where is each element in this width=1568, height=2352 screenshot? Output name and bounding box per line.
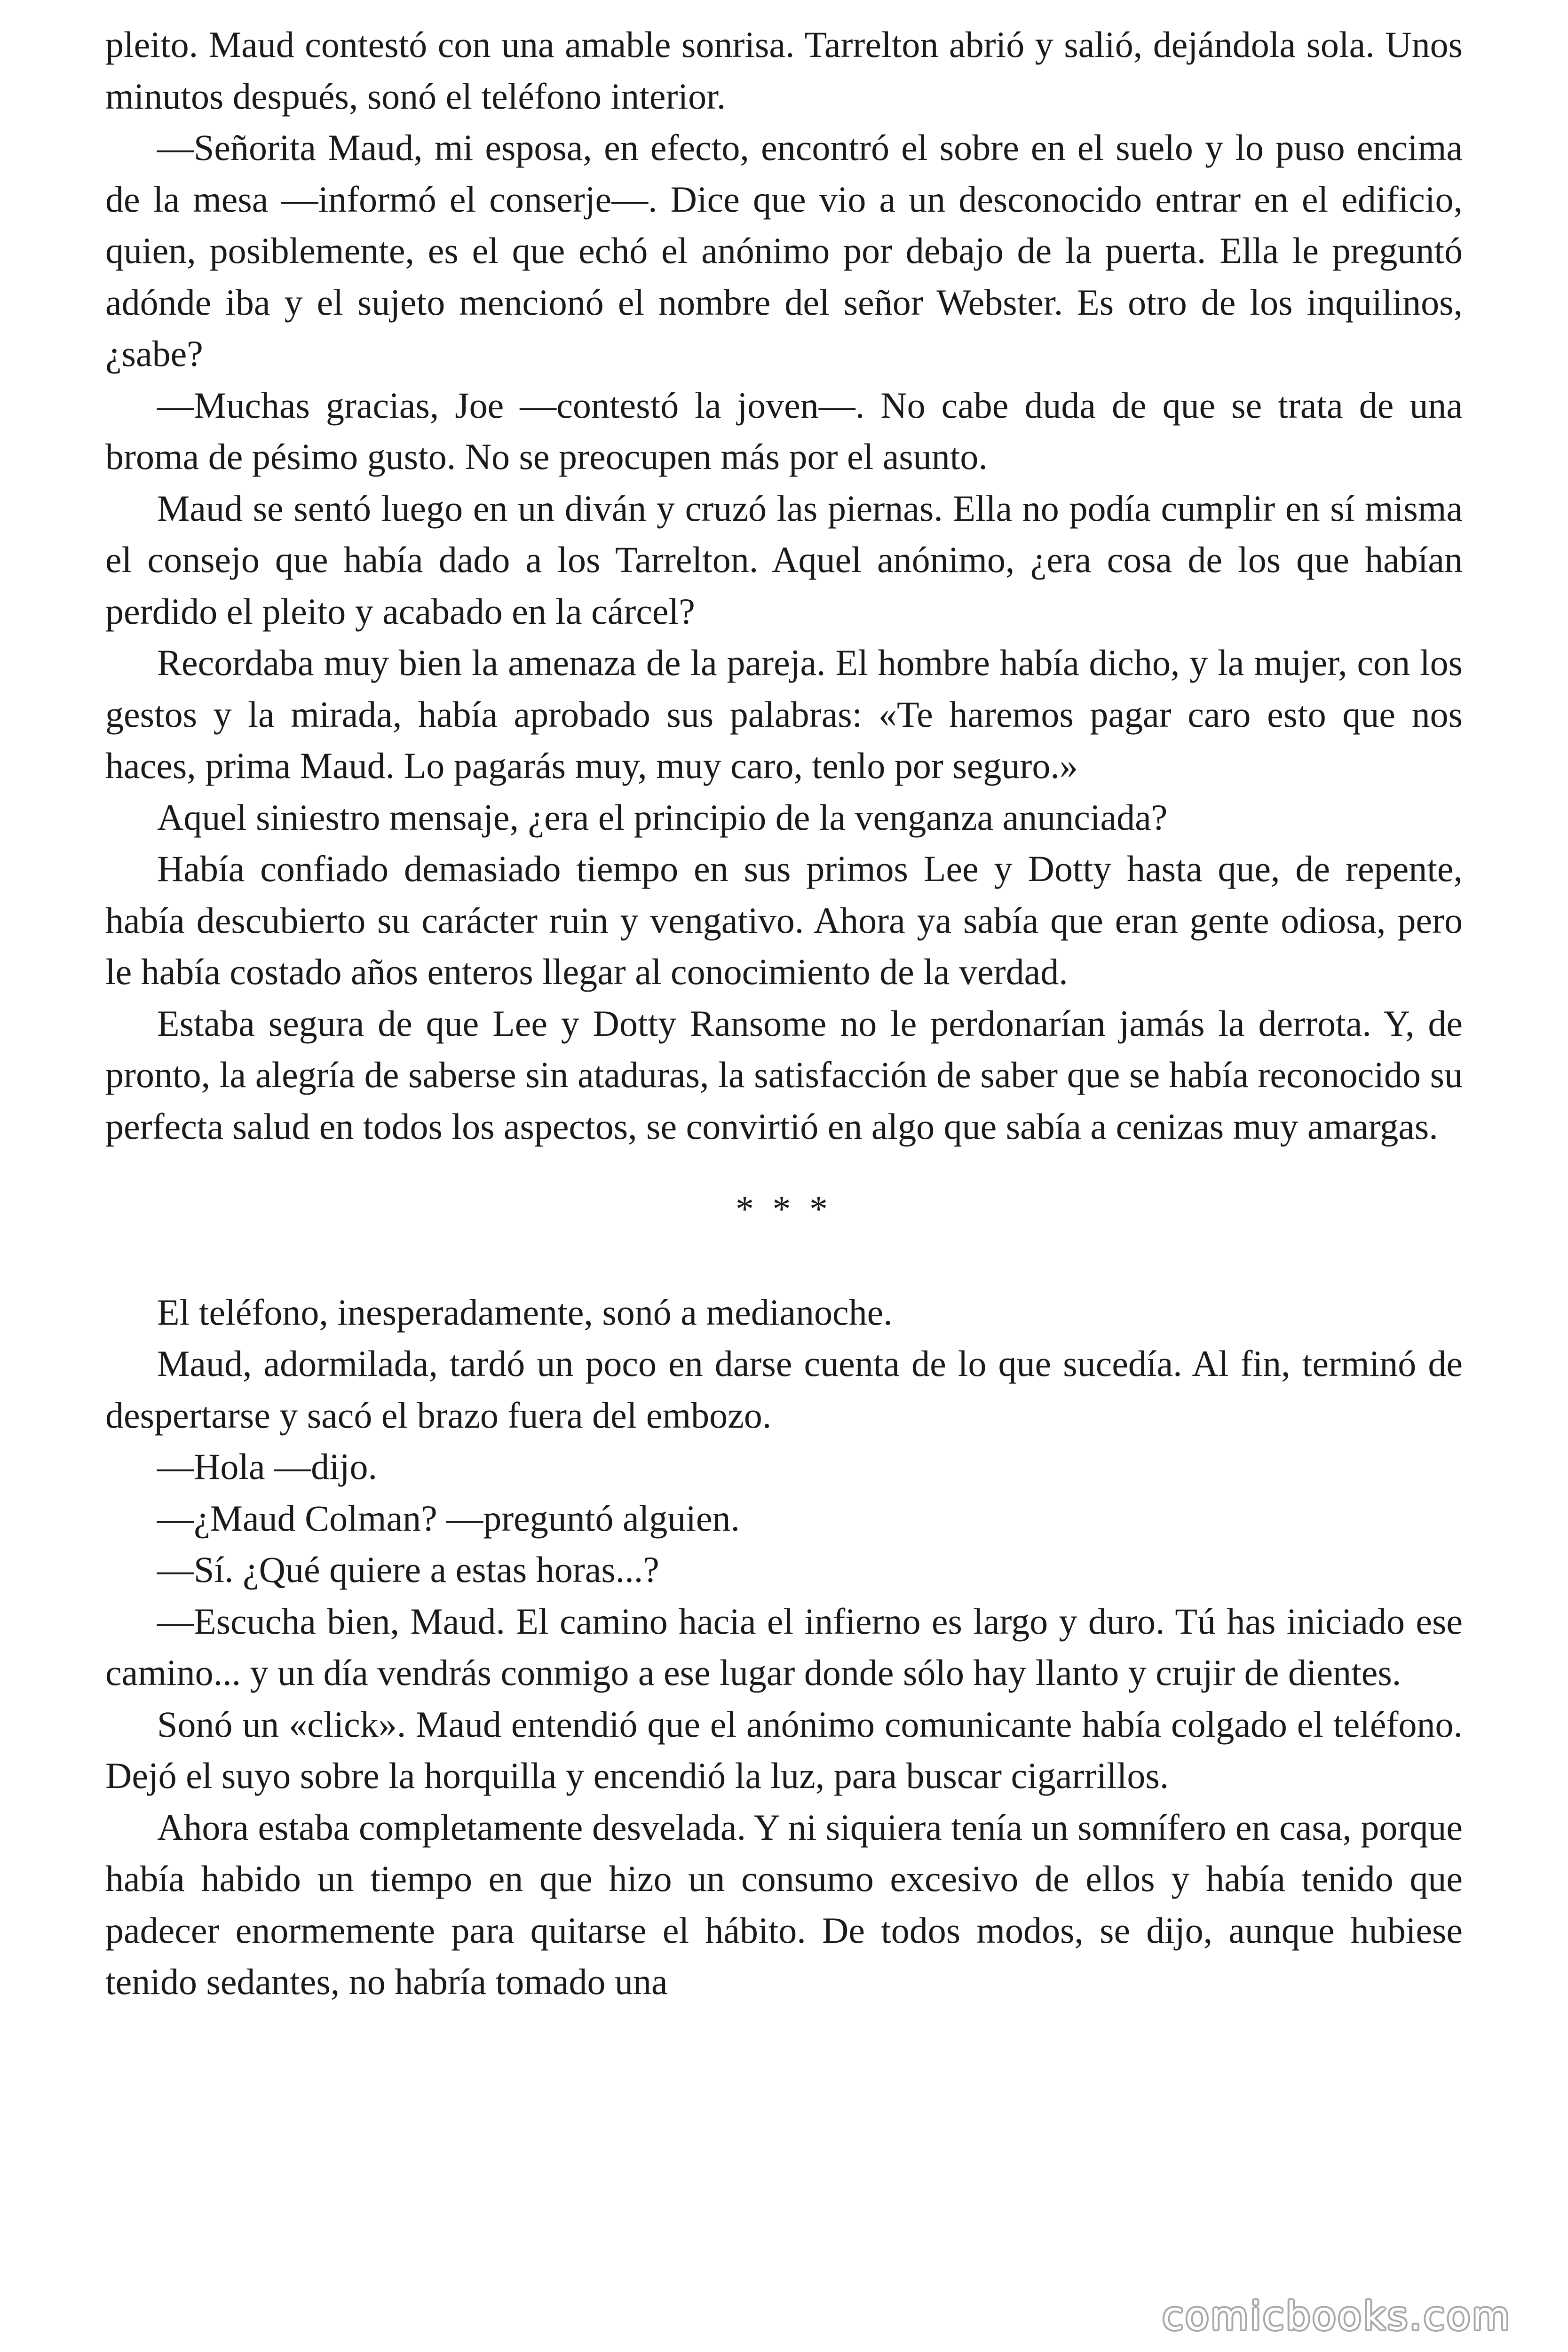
paragraph: Sonó un «click». Maud entendió que el anónimo comunicante había colgado el teléfono. Dejó el suyo sobre la horquilla y encendió la luz, para buscar cigarrillos. — [105, 1703, 1463, 1796]
paragraph: —Señorita Maud, mi esposa, en efecto, encontró el sobre en el suelo y lo puso encima de la mesa —informó el conserje—. Dice que vio a un desconocido entrar en el edificio, quien, posiblemente, es el que echó el anónimo por debajo de la puerta. Ella le preguntó adónde iba y el sujeto mencionó el nombre del señor Webster. Es otro de los inquilinos, ¿sabe? — [105, 127, 1463, 374]
paragraph: Estaba segura de que Lee y Dotty Ransome no le perdonarían jamás la derrota. Y, de pronto, la alegría de saberse sin ataduras, la satisfacción de saber que se había reconocido su perfecta salud en todos los aspectos, se convirtió en algo que sabía a cenizas muy amargas. — [105, 1002, 1463, 1147]
section-break: * * * — [736, 1188, 832, 1229]
paragraph: Maud se sentó luego en un diván y cruzó las piernas. Ella no podía cumplir en sí misma el consejo que había dado a los Tarrelton. Aquel anónimo, ¿era cosa de los que habían perdido el pleito y acabado en la cárcel? — [105, 487, 1463, 632]
paragraph: Recordaba muy bien la amenaza de la pareja. El hombre había dicho, y la mujer, con los gestos y la mirada, había aprobado sus palabras: «Te haremos pagar caro esto que nos haces, prima Maud. Lo pagarás muy, muy caro, tenlo por seguro.» — [105, 642, 1463, 786]
paragraph: —Hola —dijo. — [157, 1446, 377, 1487]
paragraph: —Muchas gracias, Joe —contestó la joven—. No cabe duda de que se trata de una broma de pésimo gusto. No se preocupen más por el asunto. — [105, 384, 1463, 477]
paragraph: Había confiado demasiado tiempo en sus primos Lee y Dotty hasta que, de repente, había descubierto su carácter ruin y vengativo. Ahora ya sabía que eran gente odiosa, pero le había costado años enteros llegar al conocimiento de la verdad. — [105, 848, 1463, 992]
watermark: comicbooks.com — [1162, 2294, 1512, 2339]
paragraph: Maud, adormilada, tardó un poco en darse cuenta de lo que sucedía. Al fin, terminó de despertarse y sacó el brazo fuera del embozo. — [105, 1343, 1463, 1436]
book-page — [105, 19, 1463, 2008]
paragraph: —Escucha bien, Maud. El camino hacia el infierno es largo y duro. Tú has iniciado ese camino... y un día vendrás conmigo a ese lugar donde sólo hay llanto y crujir de dientes. — [105, 1600, 1463, 1693]
paragraph: —¿Maud Colman? —preguntó alguien. — [157, 1497, 740, 1539]
paragraph: Aquel siniestro mensaje, ¿era el principio de la venganza anunciada? — [157, 796, 1168, 838]
paragraph: pleito. Maud contestó con una amable sonrisa. Tarrelton abrió y salió, dejándola sola. Unos minutos después, sonó el teléfono interior. — [105, 24, 1463, 117]
paragraph: El teléfono, inesperadamente, sonó a medianoche. — [157, 1291, 893, 1333]
paragraph: Ahora estaba completamente desvelada. Y ni siquiera tenía un somnífero en casa, porque había habido un tiempo en que hizo un consumo excesivo de ellos y había tenido que padecer enormemente para quitarse el hábito. De todos modos, se dijo, aunque hubiese tenido sedantes, no habría tomado una — [105, 1806, 1463, 2002]
paragraph: —Sí. ¿Qué quiere a estas horas...? — [157, 1549, 659, 1590]
